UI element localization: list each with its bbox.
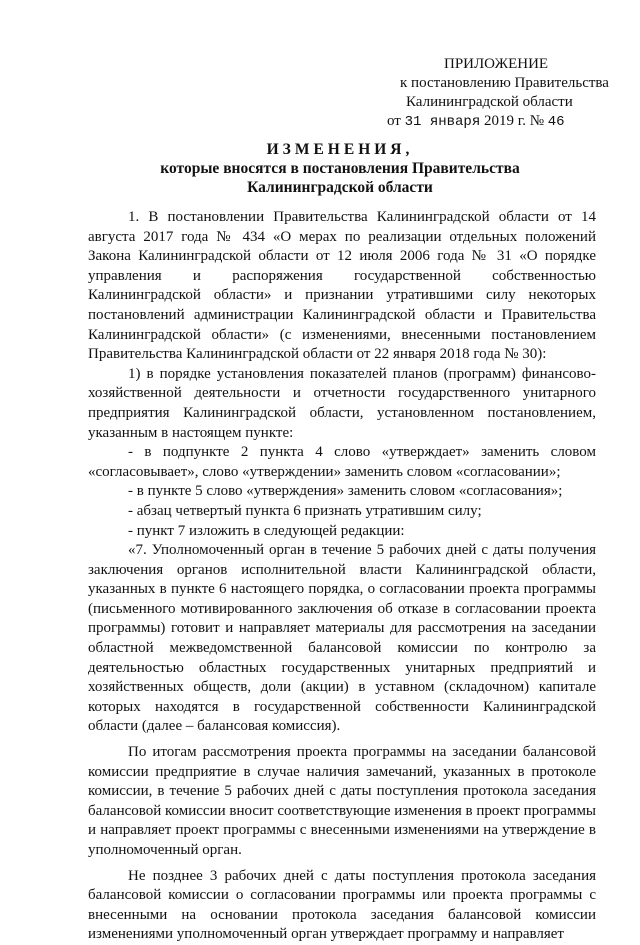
paragraph-4: - в пункте 5 слово «утверждения» заменить словом «согласования»; xyxy=(128,483,563,500)
heading-subtitle-2: Калининградской области xyxy=(247,179,433,196)
paragraph-7: «7. Уполномоченный орган в течение 5 рабочих дней с даты получения заключения органов исполнительной власти Калининградской области, указанных в пункте 6 настоящего порядка, о согласовании проекта программы (письменного мотивированного заключения об отказе в согласовании проекта программы) готовит и направляет материалы для рассмотрения на заседании областной межведомственной балансовой комиссии по контролю за деятельностью областных государственных унитарных предприятий и хозяйственных обществ, доли (акции) в уставном (складочном) капитале которых находятся в государственной собственности Калининградской области (далее – балансовая комиссия). xyxy=(88,542,596,735)
appendix-date-stamp: 31 января xyxy=(404,114,481,130)
paragraph-5: - абзац четвертый пункта 6 признать утратившим силу; xyxy=(128,502,482,519)
paragraph-3: - в подпункте 2 пункта 4 слово «утверждает» заменить словом «согласовывает», слово «утверждении» заменить словом «согласовании»; xyxy=(88,444,596,480)
paragraph-1: 1. В постановлении Правительства Калининградской области от 14 августа 2017 года № 434 «О мерах по реализации отдельных положений Закона Калининградской области от 12 июля 2006 года № 31 «О порядке управления и распоряжения государственной собственностью Калининградской области» и признании утратившими силу некоторых постановлений администрации Калининградской области и Правительства Калининградской области» (с изменениями, внесенными постановлением Правительства Калининградской области от 22 января 2018 года № 30): xyxy=(88,209,596,363)
heading-subtitle-1: которые вносятся в постановления Правительства xyxy=(160,160,520,177)
appendix-year: 2019 г. № xyxy=(483,113,545,129)
appendix-number-stamp: 46 xyxy=(547,114,565,130)
document-body xyxy=(88,208,596,945)
appendix-date-line xyxy=(387,112,610,132)
appendix-block xyxy=(387,55,610,132)
paragraph-6: - пункт 7 изложить в следующей редакции: xyxy=(128,522,405,539)
appendix-title: ПРИЛОЖЕНИЕ xyxy=(444,56,549,72)
paragraph-8: По итогам рассмотрения проекта программы на заседании балансовой комиссии предприятие в случае наличия замечаний, указанных в протоколе комиссии, в течение 5 рабочих дней с даты поступления протокола заседания балансовой комиссии вносит соответствующие изменения в проект программы и направляет проект программы с внесенными изменениями на утверждение в уполномоченный орган. xyxy=(88,744,597,858)
appendix-line-2: Калининградской области xyxy=(406,94,573,110)
paragraph-9: Не позднее 3 рабочих дней с даты поступления протокола заседания балансовой комиссии о согласовании программы или проекта программы с внесенными на основании протокола заседания балансовой комиссии изменениями уполномоченный орган утверждает программу и направляет xyxy=(88,867,596,943)
appendix-line-1: к постановлению Правительства xyxy=(400,75,609,91)
document-heading xyxy=(0,140,640,197)
appendix-from: от xyxy=(387,113,401,129)
heading-title: ИЗМЕНЕНИЯ, xyxy=(266,141,414,158)
paragraph-2: 1) в порядке установления показателей планов (программ) финансово-хозяйственной деятельности и отчетности государственного унитарного предприятия Калининградской области, установленном постановлением, указанным в настоящем пункте: xyxy=(88,365,596,441)
